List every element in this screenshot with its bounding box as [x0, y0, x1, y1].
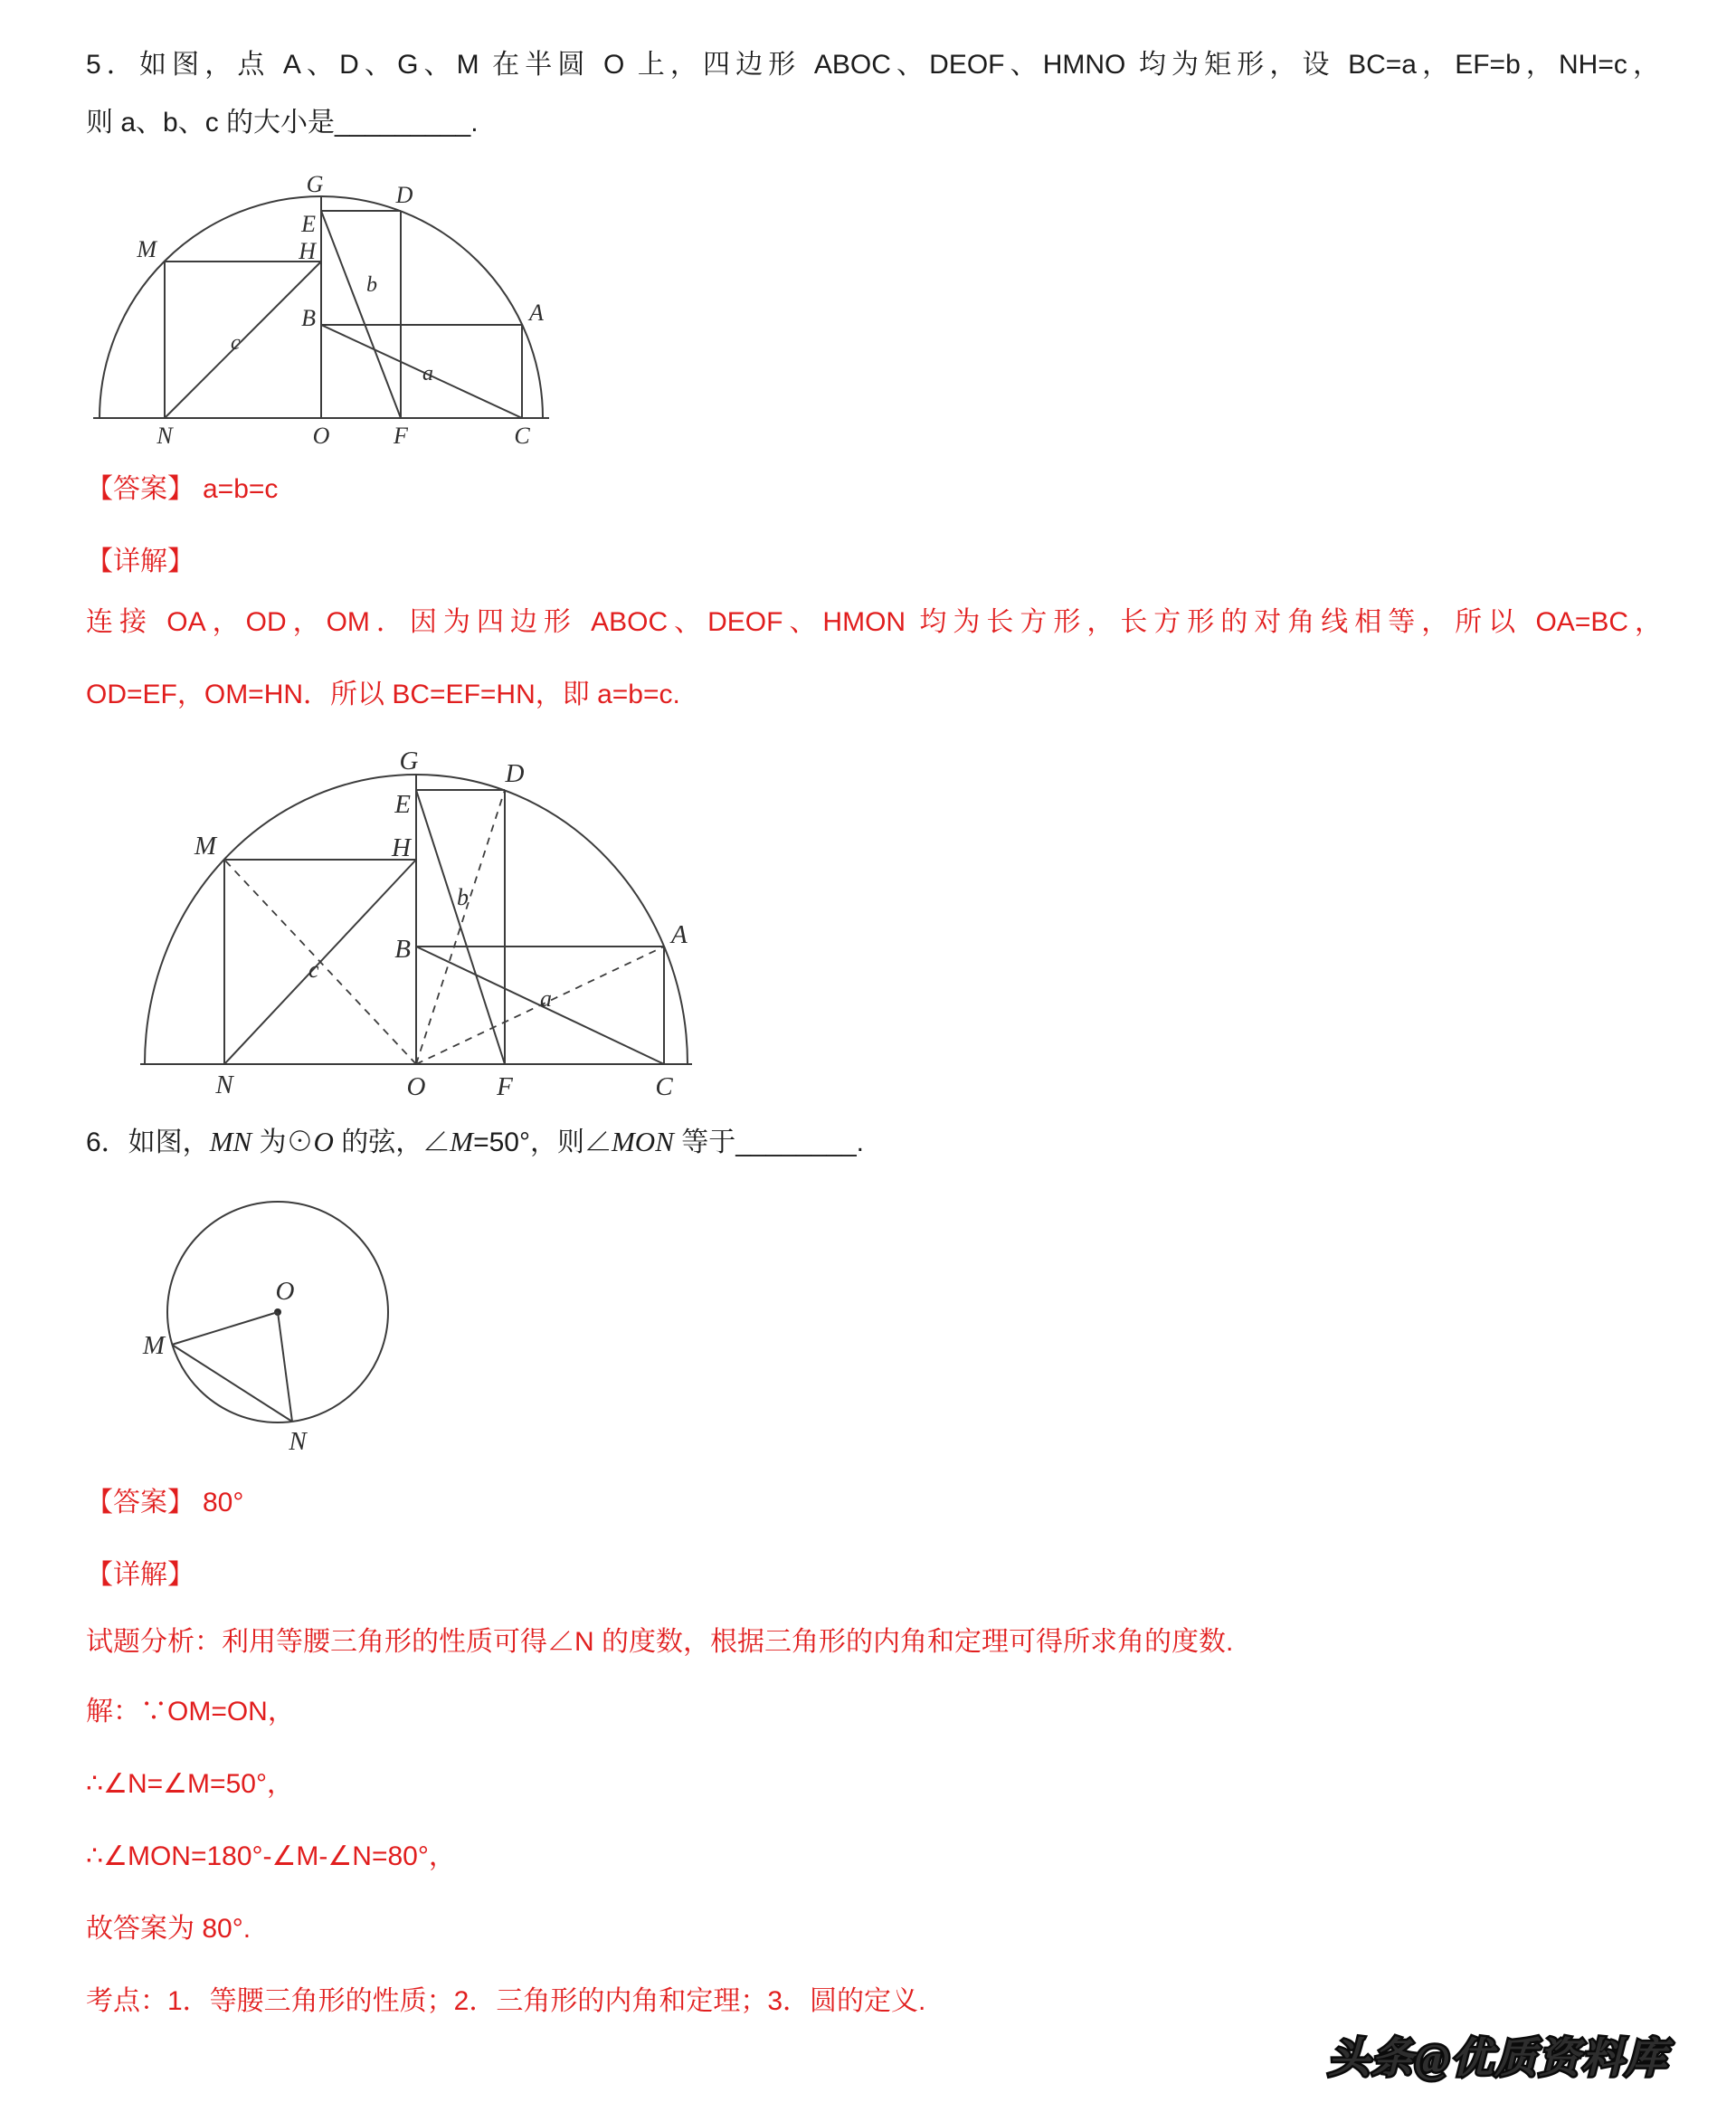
fig1-label-D: D [395, 182, 413, 208]
fig1-label-F: F [394, 423, 408, 449]
fig1-label-H: H [299, 238, 316, 264]
fig2-label-c: c [308, 956, 319, 983]
problem5-line1: 5．如图，点 A、D、G、M 在半圆 O 上，四边形 ABOC、DEOF、HMNO 均为矩形，设 BC=a，EF=b，NH=c， [86, 50, 1660, 80]
fig1-label-G: G [306, 172, 324, 197]
fig2-label-F: F [497, 1072, 513, 1100]
fig2-label-N: N [215, 1070, 233, 1099]
fig1-label-a: a [422, 362, 433, 385]
solution6-line3: ∴∠MON=180°-∠M-∠N=80°， [86, 1841, 456, 1871]
figure-problem5-semicircle [86, 172, 556, 454]
fig3-label-O: O [275, 1277, 295, 1306]
answer5-line [86, 471, 278, 507]
fig1-label-C: C [514, 423, 530, 449]
p6-seg8: 等于________. [673, 1127, 865, 1157]
answer6-tag: 【答案】 [86, 1488, 194, 1517]
fig2-label-b: b [457, 884, 469, 910]
fig1-label-N: N [157, 423, 173, 449]
answer5-tag: 【答案】 [86, 474, 194, 504]
p6-seg2: 为⊙ [251, 1127, 314, 1157]
fig2-label-O: O [406, 1072, 426, 1100]
problem6-line [86, 1124, 864, 1160]
fig1-label-c: c [231, 331, 241, 355]
problem5-line2: 则 a、b、c 的大小是_________. [86, 108, 479, 138]
solution6-analysis: 试题分析：利用等腰三角形的性质可得∠N 的度数，根据三角形的内角和定理可得所求角的度数. [86, 1627, 1234, 1657]
p6-seg6: =50°，则∠ [473, 1127, 612, 1157]
p6-seg7: MON [611, 1126, 674, 1157]
fig2-label-G: G [399, 747, 419, 775]
p6-seg0: 6．如图， [86, 1127, 210, 1157]
diagonal-EF [321, 211, 401, 418]
fig2-label-A: A [671, 920, 688, 949]
chord-MN [172, 1345, 292, 1422]
diagonal-BC [321, 325, 522, 418]
fig1-label-B: B [301, 305, 316, 331]
solution5-line2: OD=EF，OM=HN．所以 BC=EF=HN，即 a=b=c. [86, 680, 680, 709]
solution5-line1: 连接 OA，OD，OM．因为四边形 ABOC、DEOF、HMON 均为长方形，长方形的对角线相等，所以 OA=BC， [86, 607, 1662, 637]
solution6-line2: ∴∠N=∠M=50°， [86, 1769, 294, 1799]
fig2-label-D: D [505, 759, 525, 788]
fig1-label-A: A [529, 300, 544, 326]
fig3-label-N: N [289, 1427, 307, 1456]
p6-seg3: O [313, 1126, 334, 1157]
fig2-label-a: a [540, 985, 552, 1012]
radius-OM [172, 1312, 278, 1345]
figure-problem6-circle [140, 1176, 413, 1459]
p6-seg5: M [450, 1126, 474, 1157]
answer6-line [86, 1485, 243, 1520]
fig1-label-O: O [312, 423, 330, 449]
fig3-label-M: M [142, 1331, 165, 1360]
p6-seg4: 的弦，∠ [333, 1127, 451, 1157]
solution6-line1: 解：∵OM=ON， [86, 1697, 295, 1727]
answer6-value: 80° [203, 1488, 244, 1517]
watermark [1323, 2023, 1730, 2096]
p6-seg1: MN [209, 1126, 252, 1157]
watermark-text: 头条@优质资料库 [1328, 2035, 1669, 2081]
fig2-label-B: B [394, 935, 411, 964]
fig1-label-b: b [366, 273, 377, 297]
figure-solution5-semicircle [140, 740, 694, 1100]
fig2-label-H: H [392, 833, 411, 862]
detail6-label: 【详解】 [86, 1560, 194, 1590]
fig2-label-M: M [194, 832, 216, 861]
solution6-points: 考点：1．等腰三角形的性质；2．三角形的内角和定理；3．圆的定义. [86, 1986, 926, 2016]
radius-ON [278, 1312, 292, 1422]
fig2-label-C: C [655, 1072, 673, 1100]
fig2-label-E: E [394, 790, 411, 819]
fig1-label-E: E [301, 211, 316, 237]
solution6-line4: 故答案为 80°. [86, 1914, 251, 1944]
answer5-value: a=b=c [203, 474, 279, 504]
fig1-label-M: M [137, 236, 157, 262]
diagonal-NH [165, 262, 321, 418]
detail5-label: 【详解】 [86, 547, 194, 576]
